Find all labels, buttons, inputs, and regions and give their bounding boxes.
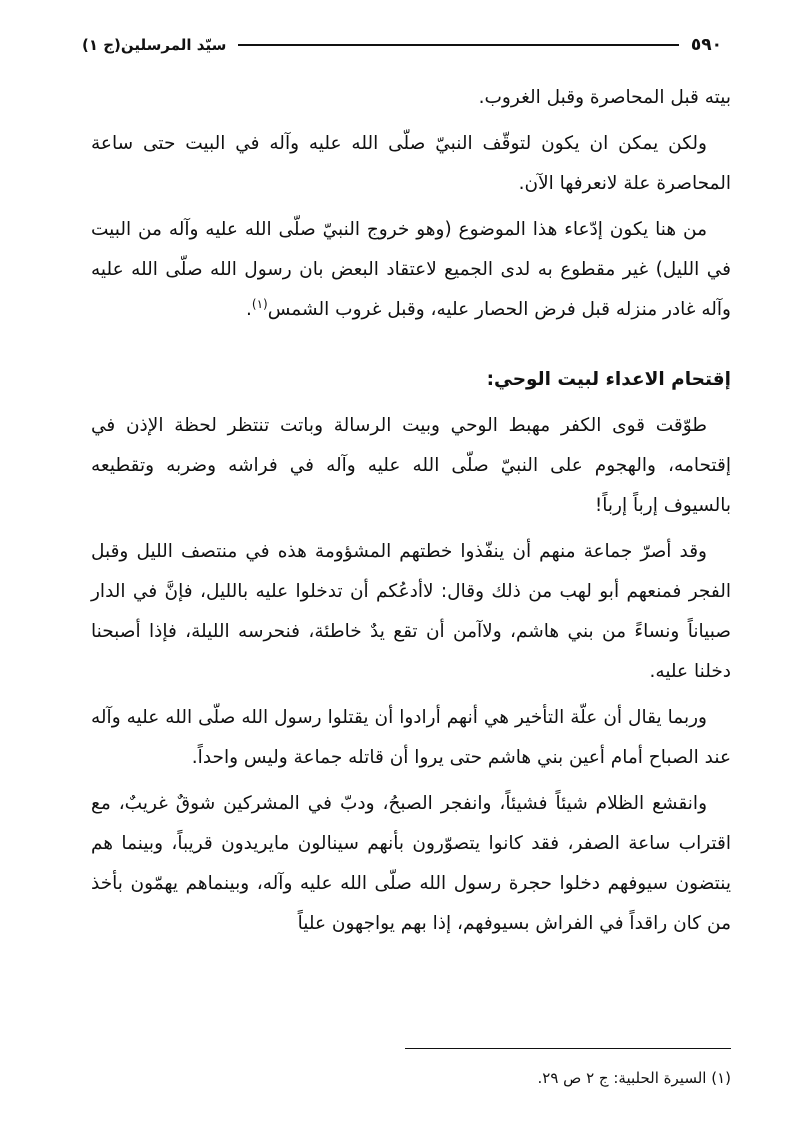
paragraph-text: طوّقت قوى الكفر مهبط الوحي وبيت الرسالة وباتت تنتظر لحظة الإذن في إقتحامه، والهجوم على النبيّ صلّى الله عليه وآله في فراشه وضربه وتقطيعه بالسيوف إرباً إرباً! <box>91 415 731 516</box>
footnote-rule <box>405 1048 731 1049</box>
paragraph-5 <box>91 532 731 692</box>
paragraph-7 <box>91 784 731 944</box>
running-title: سيّد المرسلين(ج ١) <box>82 36 227 54</box>
paragraph-1 <box>91 78 731 118</box>
paragraph-text: بيته قبل المحاصرة وقبل الغروب. <box>478 87 731 108</box>
page-number: ٥٩٠ <box>690 35 722 55</box>
footnote: (١) السيرة الحلبية: ج ٢ ص ٢٩. <box>537 1069 731 1087</box>
section-heading <box>91 360 731 400</box>
paragraph-text: ولكن يمكن ان يكون لتوقّف النبيّ صلّى الله عليه وآله في البيت حتى ساعة المحاصرة علة لانعرفها الآن. <box>91 133 731 194</box>
page-header <box>82 30 722 60</box>
footnote-reference: (١) <box>251 296 268 311</box>
paragraph-4 <box>91 406 731 526</box>
paragraph-6 <box>91 698 731 778</box>
paragraph-text: وانقشع الظلام شيئاً فشيئاً، وانفجر الصبحُ، ودبّ في المشركين شوقٌ غريبٌ، مع اقتراب ساعة الصفر، فقد كانوا يتصوّرون بأنهم سينالون مايريدون قريباً، وبينما هم ينتضون سيوفهم دخلوا حجرة رسول الله صلّى الله عليه وآله، وبينماهم يهمّون بأخذ من كان راقداً في الفراش بسيوفهم، إذا بهم يواجهون علياً <box>91 793 731 934</box>
body-text <box>91 78 731 950</box>
paragraph-end-punct: . <box>246 299 252 320</box>
paragraph-text: وربما يقال أن علّة التأخير هي أنهم أرادوا أن يقتلوا رسول الله صلّى الله عليه وآله عند الصباح أمام أعين بني هاشم حتى يروا أن قاتله جماعة وليس واحداً. <box>91 707 731 768</box>
paragraph-text: من هنا يكون إدّعاء هذا الموضوع (وهو خروج النبيّ صلّى الله عليه وآله من البيت في الليل) غير مقطوع به لدى الجميع لاعتقاد البعض بان رسول الله صلّى الله عليه وآله غادر منزله قبل فرض الحصار عليه، وقبل غروب الشمس <box>91 219 731 320</box>
section-heading-text: إقتحام الاعداء لبيت الوحي: <box>486 369 731 390</box>
paragraph-text: وقد أصرّ جماعة منهم أن ينفّذوا خطتهم المشؤومة هذه في منتصف الليل وقبل الفجر فمنعهم أبو لهب من ذلك وقال: لاأدعُكم أن تدخلوا عليه بالليل، فإنَّ في الدار صبياناً ونساءً من بني هاشم، ولاآمن أن تقع يدٌ خاطئة، فنحرسه الليلة، فإذا أصبحنا دخلنا عليه. <box>91 541 731 682</box>
paragraph-3 <box>91 210 731 330</box>
paragraph-2 <box>91 124 731 204</box>
header-rule <box>238 44 679 46</box>
